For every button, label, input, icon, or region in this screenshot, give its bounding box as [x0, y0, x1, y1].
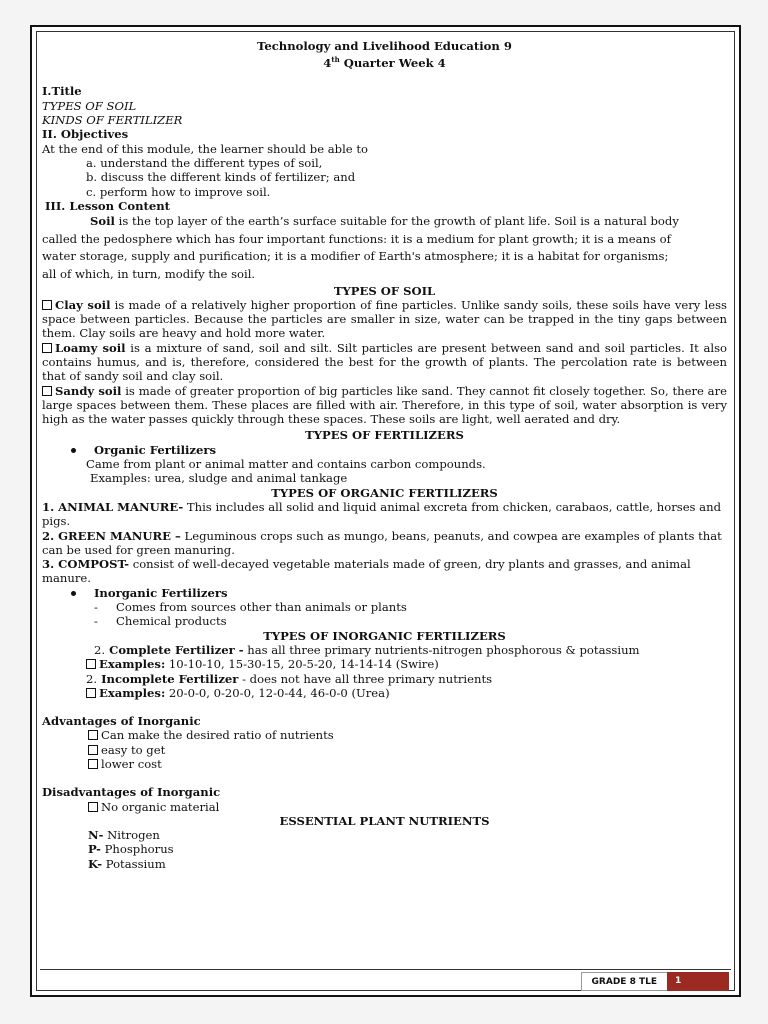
checkbox-icon — [42, 343, 52, 353]
objective-item: a. understand the different types of soil, — [86, 155, 323, 170]
disadvantage-item: No organic material — [42, 800, 727, 814]
bullet-icon — [71, 591, 76, 596]
animal-manure-item: 1. ANIMAL MANURE- This includes all solid and liquid animal excreta from chicken, carabaos, cattle, horses and pigs. — [42, 499, 721, 529]
inorganic-point: - Comes from sources other than animals or plants — [94, 600, 407, 615]
inorganic-fertilizers-item: Inorganic Fertilizers — [42, 586, 727, 600]
nutrient-item: P- Phosphorus — [88, 842, 174, 857]
advantages-heading: Advantages of Inorganic — [42, 714, 201, 729]
title-line: TYPES OF SOIL — [42, 98, 137, 113]
nutrient-item: N- Nitrogen — [88, 828, 160, 843]
checkbox-icon — [88, 759, 98, 769]
organic-types-heading: TYPES OF ORGANIC FERTILIZERS — [271, 485, 498, 500]
sandy-soil-paragraph: Sandy soil is made of greater proportion of big particles like sand. They cannot fit closely together. So, there are large spaces between them. These places are filled with air. Therefore, in this type of soil, water absorption is very high as the water passes quickly through these spaces. These soils are light, well aerated and dry. — [42, 383, 727, 427]
checkbox-icon — [88, 745, 98, 755]
document-page — [30, 25, 741, 997]
advantage-item: lower cost — [42, 757, 727, 771]
essential-nutrients-heading: ESSENTIAL PLANT NUTRIENTS — [279, 813, 490, 828]
document-body — [42, 39, 727, 871]
section-title-heading: I.Title — [42, 84, 82, 99]
checkbox-icon — [86, 688, 96, 698]
types-of-soil-heading: TYPES OF SOIL — [333, 283, 436, 298]
organic-description: Came from plant or animal matter and contains carbon compounds. — [86, 457, 486, 472]
section-objectives-heading: II. Objectives — [42, 127, 129, 142]
page-number: 1 — [667, 972, 729, 991]
complete-fertilizer-item: 2. Complete Fertilizer - has all three primary nutrients-nitrogen phosphorous & potassium — [94, 642, 640, 657]
nutrient-item: K- Potassium — [88, 856, 166, 871]
page-footer — [581, 972, 729, 991]
advantage-item: Can make the desired ratio of nutrients — [42, 728, 727, 742]
checkbox-icon — [42, 300, 52, 310]
green-manure-item: 2. GREEN MANURE – Leguminous crops such as mungo, beans, peanuts, and cowpea are examples of plants that can be used for green manuring. — [42, 528, 722, 557]
objectives-intro: At the end of this module, the learner should be able to — [42, 141, 368, 156]
complete-examples: Examples: 10-10-10, 15-30-15, 20-5-20, 14-14-14 (Swire) — [42, 657, 727, 671]
incomplete-fertilizer-item: 2. Incomplete Fertilizer - does not have all three primary nutrients — [86, 671, 493, 686]
doc-title: Technology and Livelihood Education 9 — [257, 39, 512, 53]
title-line: KINDS OF FERTILIZER — [42, 113, 183, 128]
incomplete-examples: Examples: 20-0-0, 0-20-0, 12-0-44, 46-0-0 (Urea) — [42, 686, 727, 700]
checkbox-icon — [42, 386, 52, 396]
clay-soil-paragraph: Clay soil is made of a relatively higher proportion of fine particles. Unlike sandy soils, these soils have very less space between particles. Because the particles are smaller in size, water can be trapped in the tiny gaps between them. Clay soils are heavy and hold more water. — [42, 297, 727, 341]
objective-item: c. perform how to improve soil. — [86, 184, 271, 199]
checkbox-icon — [86, 659, 96, 669]
checkbox-icon — [88, 730, 98, 740]
footer-label: GRADE 8 TLE — [581, 972, 667, 991]
compost-item: 3. COMPOST- consist of well-decayed vegetable materials made of green, dry plants and grasses, and animal manure. — [42, 557, 691, 586]
checkbox-icon — [88, 802, 98, 812]
types-of-fertilizers-heading: TYPES OF FERTILIZERS — [305, 428, 464, 443]
disadvantages-heading: Disadvantages of Inorganic — [42, 785, 221, 800]
doc-subtitle: 4th Quarter Week 4 — [323, 55, 446, 71]
objective-item: b. discuss the different kinds of fertilizer; and — [86, 170, 356, 185]
advantage-item: easy to get — [42, 743, 727, 757]
footer-divider — [40, 969, 731, 970]
inorganic-point: - Chemical products — [94, 614, 227, 629]
soil-paragraph: Soil is the top layer of the earth’s surface suitable for the growth of plant life. Soil is a natural body called the pedosphere which has four important functions: it is a medium for plant growth; it is a means of water storage, supply and purification; it is a modifier of Earth's atmosphere; it is a habitat for organisms; all of which, in turn, modify the soil. — [42, 214, 679, 281]
loamy-soil-paragraph: Loamy soil is a mixture of sand, soil and silt. Silt particles are present between sand and soil particles. It also contains humus, and is, therefore, considered the best for the growth of plants. The percolation rate is between that of sandy soil and clay soil. — [42, 340, 728, 384]
organic-examples: Examples: urea, sludge and animal tankage — [90, 471, 348, 486]
section-lesson-heading: III. Lesson Content — [45, 198, 171, 213]
organic-fertilizers-item: Organic Fertilizers — [42, 443, 727, 457]
inorganic-types-heading: TYPES OF INORGANIC FERTILIZERS — [263, 628, 506, 643]
bullet-icon — [71, 448, 76, 453]
